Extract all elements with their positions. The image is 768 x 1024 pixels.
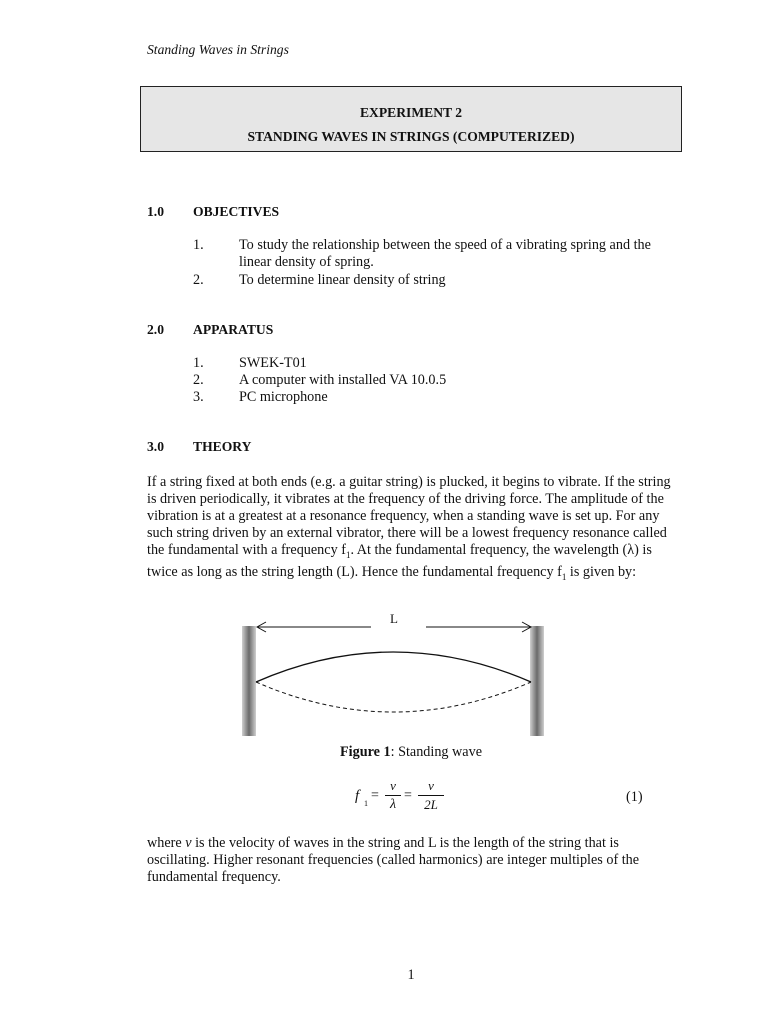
fraction1-numerator: v [390, 778, 396, 793]
objective-number: 2. [193, 272, 204, 288]
subscript: 1 [561, 572, 567, 583]
apparatus-number: 1. [193, 355, 204, 371]
section-number-apparatus: 2.0 [147, 322, 164, 337]
theory-paragraph [147, 474, 672, 586]
equals-sign: = [371, 788, 379, 803]
fraction-bar [385, 795, 401, 796]
velocity-symbol: v [185, 835, 192, 851]
subscript: 1 [345, 550, 351, 561]
objective-text: To determine linear density of string [239, 272, 446, 288]
theory-text: is given by: [566, 564, 637, 581]
page-number: 1 [407, 967, 415, 983]
apparatus-text: A computer with installed VA 10.0.5 [239, 372, 447, 388]
left-wall [242, 626, 256, 736]
fraction1-denominator: λ [389, 797, 397, 812]
theory-text: If a string fixed at both ends (e.g. a guitar string) is plucked, it begins to vibrate. If the string is driven periodically, it vibrates at the frequency of the driving force. The amplitude of the vibration is at a greatest at a resonance frequency, when a standing wave is set up. For any such string driven by an external vibrator, there will be a lowest frequency resonance called the fundamental with a frequency f [147, 474, 671, 559]
equation-number: (1) [626, 789, 643, 805]
theory-text: where [147, 835, 186, 851]
equation-lhs-subscript: 1 [364, 799, 368, 808]
section-number-objectives: 1.0 [147, 204, 164, 219]
apparatus-number: 2. [193, 372, 204, 388]
wave-dashed [256, 682, 531, 712]
apparatus-text: PC microphone [239, 389, 328, 405]
theory-text: . At the fundamental frequency, the wavelength (λ) is twice as long as the string length (L). Hence the fundamental frequency f [147, 542, 652, 581]
experiment-number: EXPERIMENT 2 [359, 105, 463, 120]
section-title-objectives: OBJECTIVES [193, 204, 280, 219]
equation-lhs: f [355, 788, 360, 804]
right-wall [530, 626, 544, 736]
section-number-theory: 3.0 [147, 439, 164, 454]
apparatus-number: 3. [193, 389, 204, 405]
theory-text: is the velocity of waves in the string and L is the length of the string that is oscillating. Higher resonant frequencies (called harmonics) are integer multiples of the fundamental frequency. [147, 835, 640, 886]
length-label: L [390, 612, 398, 626]
section-title-apparatus: APPARATUS [193, 322, 274, 337]
running-header: Standing Waves in Strings [147, 42, 289, 57]
experiment-title: STANDING WAVES IN STRINGS (COMPUTERIZED) [247, 129, 575, 144]
figure-caption-text: : Standing wave [390, 744, 482, 760]
fraction2-denominator: 2L [424, 797, 438, 812]
apparatus-text: SWEK-T01 [239, 355, 307, 371]
theory-paragraph-2 [147, 835, 672, 886]
section-title-theory: THEORY [193, 439, 252, 454]
figure-label: Figure 1 [340, 744, 391, 760]
wave-solid [256, 652, 531, 682]
fraction2-numerator: v [428, 778, 434, 793]
figure-caption [0, 744, 768, 761]
fraction-bar [418, 795, 444, 796]
standing-wave-figure [236, 612, 556, 740]
objective-number: 1. [193, 237, 204, 253]
objective-text: To study the relationship between the speed of a vibrating spring and the linear density of spring. [239, 237, 651, 270]
title-box [140, 86, 682, 152]
equals-sign: = [404, 788, 412, 803]
